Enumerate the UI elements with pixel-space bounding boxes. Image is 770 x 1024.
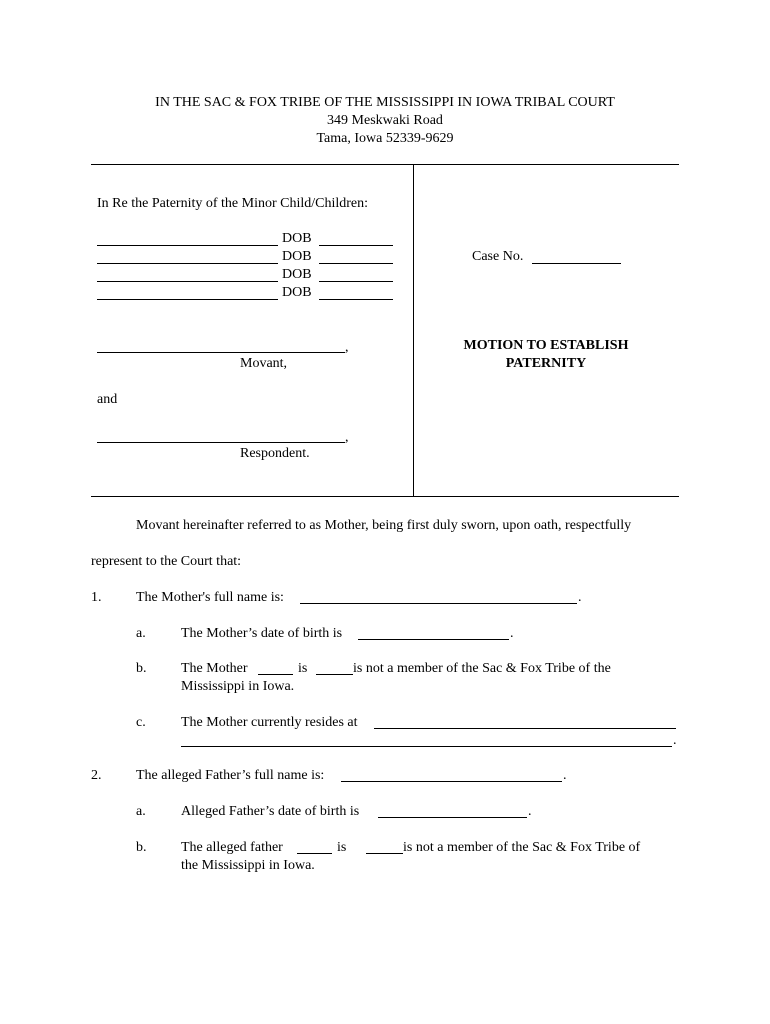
court-address-line2: Tama, Iowa 52339-9629 (316, 131, 454, 146)
child-name-blank[interactable] (97, 263, 278, 264)
child-dob-blank[interactable] (319, 299, 393, 300)
item2a-label: a. (136, 804, 146, 819)
father-name-blank[interactable] (341, 781, 562, 782)
child-name-blank[interactable] (97, 245, 278, 246)
period: . (578, 590, 582, 605)
court-name: IN THE SAC & FOX TRIBE OF THE MISSISSIPPI IN IOWA TRIBAL COURT (155, 95, 615, 110)
intro-line2: represent to the Court that: (91, 554, 242, 569)
movant-name-blank[interactable] (97, 352, 345, 353)
movant-label: Movant, (240, 356, 288, 371)
case-no-label: Case No. (472, 249, 524, 264)
dob-label: DOB (282, 267, 312, 282)
child-dob-blank[interactable] (319, 263, 393, 264)
caption-divider (413, 164, 414, 496)
mother-address-blank[interactable] (374, 728, 676, 729)
in-re-heading: In Re the Paternity of the Minor Child/Children: (97, 196, 369, 211)
child-name-blank[interactable] (97, 299, 278, 300)
respondent-name-blank[interactable] (97, 442, 345, 443)
item1b-label: b. (136, 661, 147, 676)
caption-bottom-rule (91, 496, 679, 497)
item2b-text1: The alleged father (181, 840, 283, 855)
mother-dob-blank[interactable] (358, 639, 509, 640)
item1c-text: The Mother currently resides at (181, 715, 358, 730)
child-dob-blank[interactable] (319, 281, 393, 282)
movant-comma: , (345, 340, 349, 355)
motion-title-line1: MOTION TO ESTABLISH (463, 338, 629, 353)
item1a-text: The Mother’s date of birth is (181, 626, 343, 641)
period: . (563, 768, 567, 783)
item2b-label: b. (136, 840, 147, 855)
mother-not-member-blank[interactable] (316, 674, 353, 675)
item1b-text3: is not a member of the Sac & Fox Tribe of the (353, 661, 611, 676)
dob-label: DOB (282, 231, 312, 246)
item1-text: The Mother's full name is: (136, 590, 284, 605)
mother-address-blank-line2[interactable] (181, 746, 672, 747)
father-dob-blank[interactable] (378, 817, 527, 818)
father-is-member-blank[interactable] (297, 853, 332, 854)
item2b-text3: is not a member of the Sac & Fox Tribe of (403, 840, 641, 855)
caption-top-rule (91, 164, 679, 165)
respondent-comma: , (345, 430, 349, 445)
mother-name-blank[interactable] (300, 603, 577, 604)
period: . (673, 733, 677, 748)
respondent-label: Respondent. (240, 446, 310, 461)
item1b-text1: The Mother (181, 661, 248, 676)
intro-line1: Movant hereinafter referred to as Mother, being first duly sworn, upon oath, respectfully (136, 518, 632, 533)
item2b-text4: the Mississippi in Iowa. (181, 858, 315, 873)
case-no-blank[interactable] (532, 263, 621, 264)
item2b-text2: is (337, 840, 347, 855)
item2-text: The alleged Father’s full name is: (136, 768, 325, 783)
item2-number: 2. (91, 768, 102, 783)
item2a-text: Alleged Father’s date of birth is (181, 804, 360, 819)
dob-label: DOB (282, 285, 312, 300)
child-dob-blank[interactable] (319, 245, 393, 246)
item1b-text2: is (298, 661, 308, 676)
motion-title-line2: PATERNITY (505, 356, 587, 371)
dob-label: DOB (282, 249, 312, 264)
item1c-label: c. (136, 715, 146, 730)
item1-number: 1. (91, 590, 102, 605)
child-name-blank[interactable] (97, 281, 278, 282)
period: . (528, 804, 532, 819)
item1a-label: a. (136, 626, 146, 641)
court-address-line1: 349 Meskwaki Road (327, 113, 443, 128)
father-not-member-blank[interactable] (366, 853, 403, 854)
item1b-text4: Mississippi in Iowa. (181, 679, 295, 694)
mother-is-member-blank[interactable] (258, 674, 293, 675)
period: . (510, 626, 514, 641)
and-label: and (97, 392, 118, 407)
